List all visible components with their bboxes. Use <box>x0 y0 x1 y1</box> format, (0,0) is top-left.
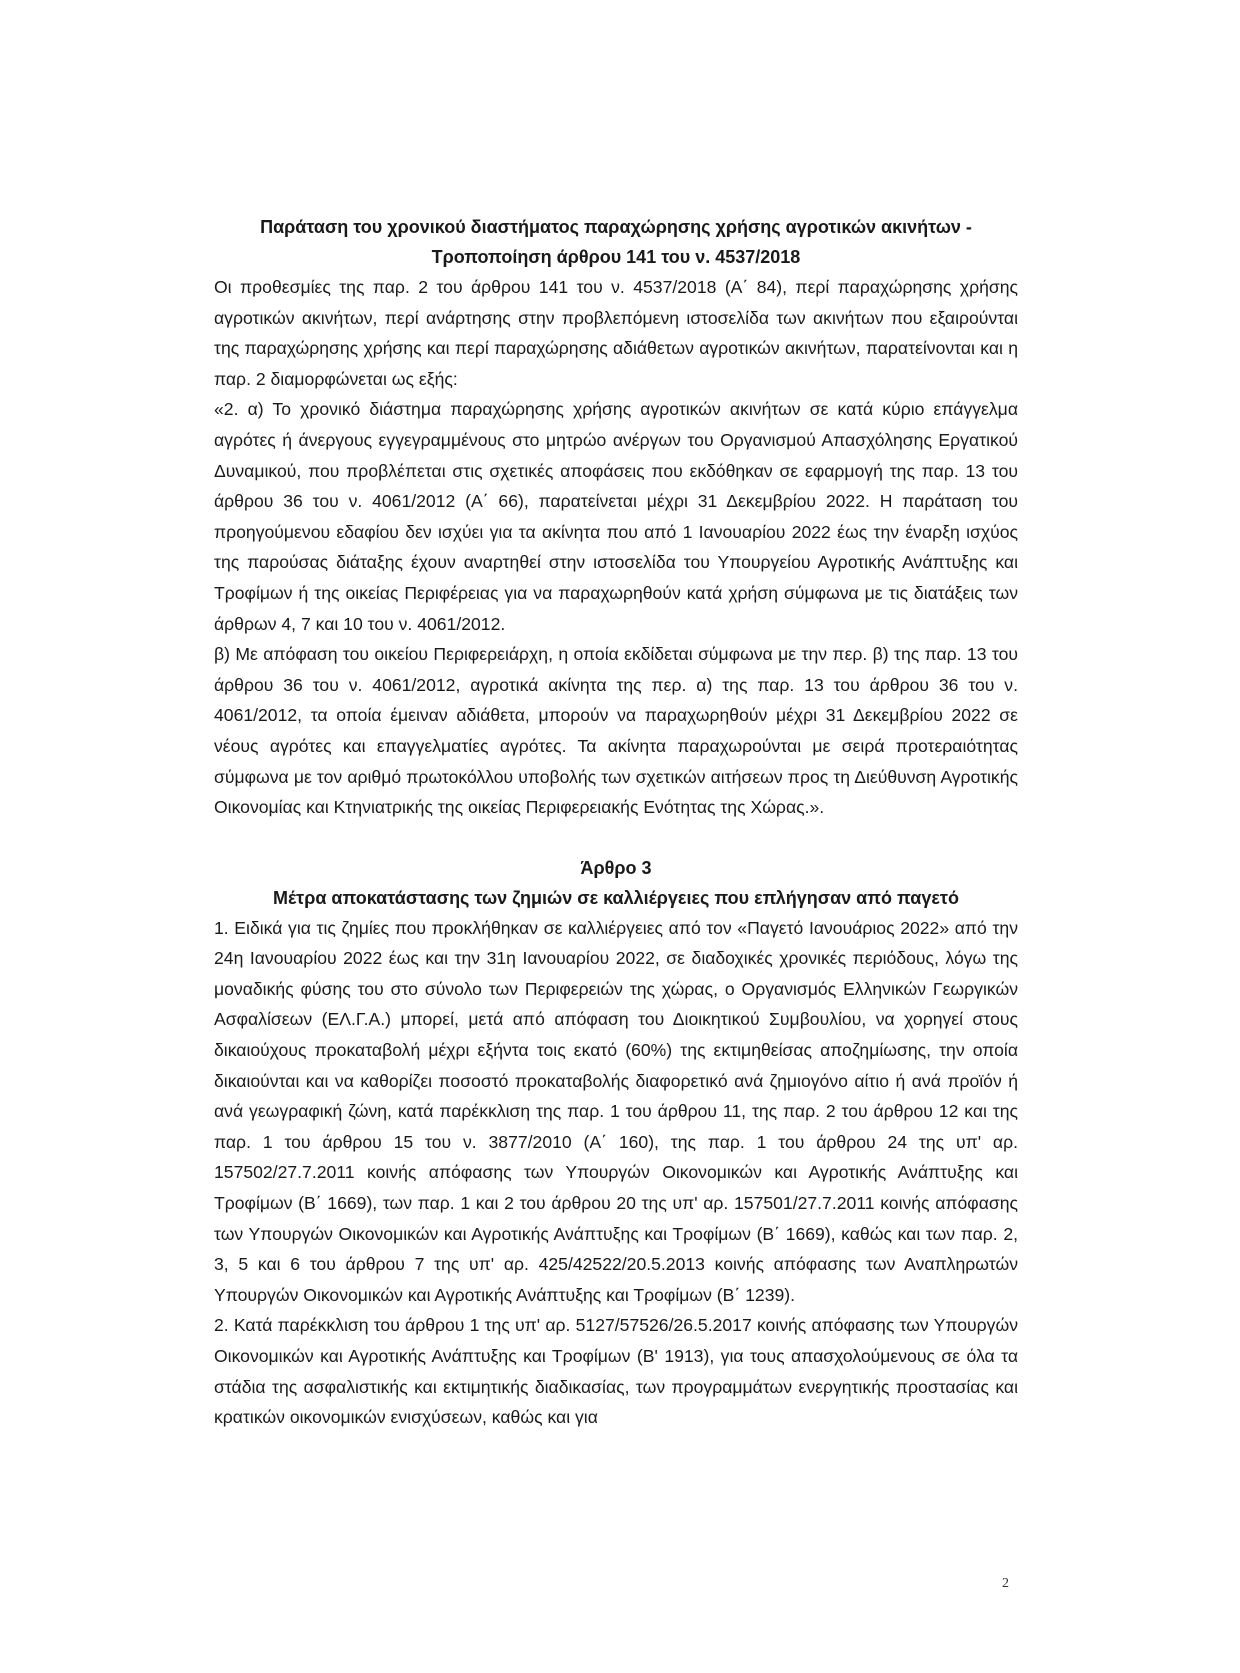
section-title-line-1: Παράταση του χρονικού διαστήματος παραχώρησης χρήσης αγροτικών ακινήτων - <box>260 217 972 237</box>
article-paragraph-1: 1. Ειδικά για τις ζημίες που προκλήθηκαν σε καλλιέργειες από τον «Παγετό Ιανουάριος 2022» από την 24η Ιανουαρίου 2022 έως και την 31η Ιανουαρίου 2022, σε διαδοχικές χρονικές περιόδους, λόγω της μοναδικής φύσης του στο σύνολο των Περιφερειών της χώρας, ο Οργανισμός Ελληνικών Γεωργικών Ασφαλίσεων (ΕΛ.Γ.Α.) μπορεί, μετά από απόφαση του Διοικητικού Συμβουλίου, να χορηγεί στους δικαιούχους προκαταβολή μέχρι εξήντα τοις εκατό (60%) της εκτιμηθείσας αποζημίωσης, την οποία δικαιούνται και να καθορίζει ποσοστό προκαταβολής διαφορετικό ανά ζημιογόνο αίτιο ή ανά προϊόν ή ανά γεωγραφική ζώνη, κατά παρέκκλιση της παρ. 1 του άρθρου 11, της παρ. 2 του άρθρου 12 και της παρ. 1 του άρθρου 15 του ν. 3877/2010 (Α΄ 160), της παρ. 1 του άρθρου 24 της υπ' αρ. 157502/27.7.2011 κοινής απόφασης των Υπουργών Οικονομικών και Αγροτικής Ανάπτυξης και Τροφίμων (Β΄ 1669), των παρ. 1 και 2 του άρθρου 20 της υπ' αρ. 157501/27.7.2011 κοινής απόφασης των Υπουργών Οικονομικών και Αγροτικής Ανάπτυξης και Τροφίμων (Β΄ 1669), καθώς και των παρ. 2, 3, 5 και 6 του άρθρου 7 της υπ' αρ. 425/42522/20.5.2013 κοινής απόφασης των Αναπληρωτών Υπουργών Οικονομικών και Αγροτικής Ανάπτυξης και Τροφίμων (Β΄ 1239). <box>214 917 1018 1305</box>
paragraph-a: «2. α) Το χρονικό διάστημα παραχώρησης χρήσης αγροτικών ακινήτων σε κατά κύριο επάγγελμα αγρότες ή άνεργους εγγεγραμμένους στο μητρώο ανέργων του Οργανισμού Απασχόλησης Εργατικού Δυναμικού, που προβλέπεται στις σχετικές αποφάσεις που εκδόθηκαν σε εφαρμογή της παρ. 13 του άρθρου 36 του ν. 4061/2012 (Α΄ 66), παρατείνεται μέχρι 31 Δεκεμβρίου 2022. Η παράταση του προηγούμενου εδαφίου δεν ισχύει για τα ακίνητα που από 1 Ιανουαρίου 2022 έως την έναρξη ισχύος της παρούσας διάταξης έχουν αναρτηθεί στην ιστοσελίδα του Υπουργείου Αγροτικής Ανάπτυξης και Τροφίμων ή της οικείας Περιφέρειας για να παραχωρηθούν κατά χρήση σύμφωνα με τις διατάξεις των άρθρων 4, 7 και 10 του ν. 4061/2012. <box>214 399 1018 634</box>
paragraph-b: β) Με απόφαση του οικείου Περιφερειάρχη, η οποία εκδίδεται σύμφωνα με την περ. β) της παρ. 13 του άρθρου 36 του ν. 4061/2012, αγροτικά ακίνητα της περ. α) της παρ. 13 του άρθρου 36 του ν. 4061/2012, τα οποία έμειναν αδιάθετα, μπορούν να παραχωρηθούν μέχρι 31 Δεκεμβρίου 2022 σε νέους αγρότες και επαγγελματίες αγρότες. Τα ακίνητα παραχωρούνται με σειρά προτεραιότητας σύμφωνα με τον αριθμό πρωτοκόλλου υποβολής των σχετικών αιτήσεων προς τη Διεύθυνση Αγροτικής Οικονομίας και Κτηνιατρικής της οικείας Περιφερειακής Ενότητας της Χώρας.». <box>214 644 1018 818</box>
article-heading: Άρθρο 3 <box>580 857 652 878</box>
document-body <box>214 212 1018 1433</box>
page-number: 2 <box>1002 1576 1009 1591</box>
section-title-line-2: Τροποποίηση άρθρου 141 του ν. 4537/2018 <box>431 247 801 267</box>
article-title: Μέτρα αποκατάστασης των ζημιών σε καλλιέργειες που επλήγησαν από παγετό <box>273 887 959 908</box>
article-paragraph-2: 2. Κατά παρέκκλιση του άρθρου 1 της υπ' αρ. 5127/57526/26.5.2017 κοινής απόφασης των Υπουργών Οικονομικών και Αγροτικής Ανάπτυξης και Τροφίμων (Β' 1913), για τους απασχολούμενους σε όλα τα στάδια της ασφαλιστικής και εκτιμητικής διαδικασίας, των προγραμμάτων ενεργητικής προστασίας και κρατικών οικονομικών ενισχύσεων, καθώς και για <box>214 1315 1018 1428</box>
intro-paragraph: Οι προθεσμίες της παρ. 2 του άρθρου 141 του ν. 4537/2018 (Α΄ 84), περί παραχώρησης χρήσης αγροτικών ακινήτων, περί ανάρτησης στην προβλεπόμενη ιστοσελίδα των ακινήτων που εξαιρούνται της παραχώρησης χρήσης και περί παραχώρησης αδιάθετων αγροτικών ακινήτων, παρατείνονται και η παρ. 2 διαμορφώνεται ως εξής: <box>214 277 1018 389</box>
section-gap <box>214 823 1018 853</box>
